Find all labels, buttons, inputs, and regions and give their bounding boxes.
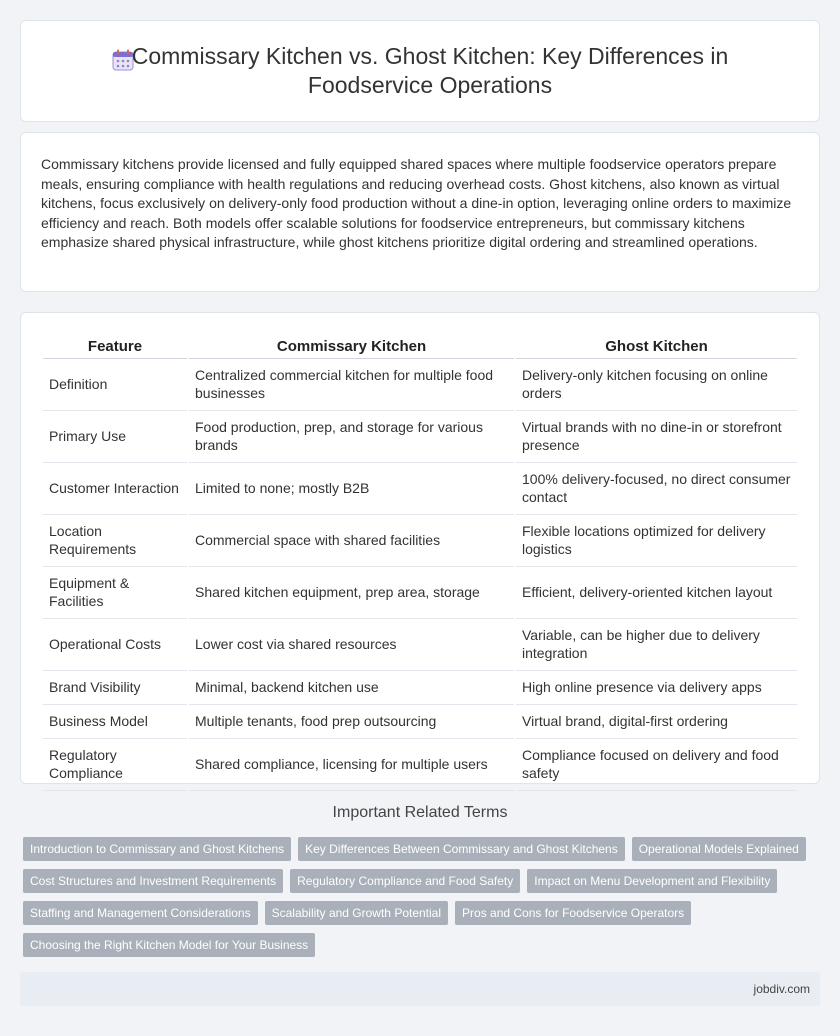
related-term-tag[interactable]: Cost Structures and Investment Requirements	[23, 869, 283, 893]
related-term-tag[interactable]: Impact on Menu Development and Flexibility	[527, 869, 777, 893]
cell-feature: Equipment & Facilities	[43, 567, 187, 619]
cell-ghost: Variable, can be higher due to delivery integration	[516, 619, 797, 671]
intro-card	[20, 132, 820, 292]
footer	[20, 972, 820, 1006]
cell-feature: Regulatory Compliance	[43, 739, 187, 791]
related-terms-title: Important Related Terms	[332, 804, 508, 821]
table-row	[43, 567, 797, 619]
table-row	[43, 671, 797, 705]
page-title: Commissary Kitchen vs. Ghost Kitchen: Key Differences in Foodservice Operations	[131, 43, 729, 98]
cell-ghost: Virtual brand, digital-first ordering	[516, 705, 797, 739]
related-term-tag[interactable]: Operational Models Explained	[632, 837, 806, 861]
table-row	[43, 411, 797, 463]
related-term-tag[interactable]: Key Differences Between Commissary and Ghost Kitchens	[298, 837, 625, 861]
cell-ghost: 100% delivery-focused, no direct consumer contact	[516, 463, 797, 515]
cell-feature: Operational Costs	[43, 619, 187, 671]
cell-ghost: Delivery-only kitchen focusing on online orders	[516, 359, 797, 411]
cell-feature: Primary Use	[43, 411, 187, 463]
table-header-row	[43, 335, 797, 359]
table-row	[43, 619, 797, 671]
column-header-commissary: Commissary Kitchen	[189, 335, 514, 359]
cell-commissary: Minimal, backend kitchen use	[189, 671, 514, 705]
cell-feature: Customer Interaction	[43, 463, 187, 515]
comparison-card	[20, 312, 820, 784]
cell-ghost: Efficient, delivery-oriented kitchen layout	[516, 567, 797, 619]
related-terms-list	[23, 837, 823, 957]
table-body	[43, 359, 797, 791]
table-row	[43, 463, 797, 515]
footer-site[interactable]: jobdiv.com	[753, 982, 810, 996]
cell-commissary: Commercial space with shared facilities	[189, 515, 514, 567]
cell-commissary: Shared kitchen equipment, prep area, storage	[189, 567, 514, 619]
related-term-tag[interactable]: Staffing and Management Considerations	[23, 901, 258, 925]
cell-ghost: Compliance focused on delivery and food safety	[516, 739, 797, 791]
related-term-tag[interactable]: Choosing the Right Kitchen Model for Your Business	[23, 933, 315, 957]
related-term-tag[interactable]: Regulatory Compliance and Food Safety	[290, 869, 520, 893]
cell-feature: Business Model	[43, 705, 187, 739]
cell-feature: Brand Visibility	[43, 671, 187, 705]
table-row	[43, 705, 797, 739]
cell-commissary: Multiple tenants, food prep outsourcing	[189, 705, 514, 739]
table-row	[43, 739, 797, 791]
cell-ghost: Virtual brands with no dine-in or storefront presence	[516, 411, 797, 463]
cell-feature: Definition	[43, 359, 187, 411]
cell-commissary: Lower cost via shared resources	[189, 619, 514, 671]
related-term-tag[interactable]: Pros and Cons for Foodservice Operators	[455, 901, 691, 925]
cell-commissary: Centralized commercial kitchen for multiple food businesses	[189, 359, 514, 411]
cell-commissary: Shared compliance, licensing for multiple users	[189, 739, 514, 791]
table-row	[43, 515, 797, 567]
title-card	[20, 20, 820, 122]
related-term-tag[interactable]: Introduction to Commissary and Ghost Kitchens	[23, 837, 291, 861]
cell-ghost: Flexible locations optimized for delivery logistics	[516, 515, 797, 567]
column-header-ghost: Ghost Kitchen	[516, 335, 797, 359]
column-header-feature: Feature	[43, 335, 187, 359]
cell-commissary: Limited to none; mostly B2B	[189, 463, 514, 515]
cell-commissary: Food production, prep, and storage for various brands	[189, 411, 514, 463]
intro-paragraph: Commissary kitchens provide licensed and fully equipped shared spaces where multiple foodservice operators prepare meals, ensuring compliance with health regulations and reducing overhead costs. Ghost kitchens, also known as virtual kitchens, focus exclusively on delivery-only food production without a dine-in option, leveraging online orders to maximize efficiency and reach. Both models offer scalable solutions for foodservice entrepreneurs, but commissary kitchens emphasize shared physical infrastructure, while ghost kitchens prioritize digital ordering and streamlined operations.	[41, 156, 792, 250]
cell-feature: Location Requirements	[43, 515, 187, 567]
related-term-tag[interactable]: Scalability and Growth Potential	[265, 901, 448, 925]
cell-ghost: High online presence via delivery apps	[516, 671, 797, 705]
comparison-table	[41, 335, 799, 791]
table-row	[43, 359, 797, 411]
